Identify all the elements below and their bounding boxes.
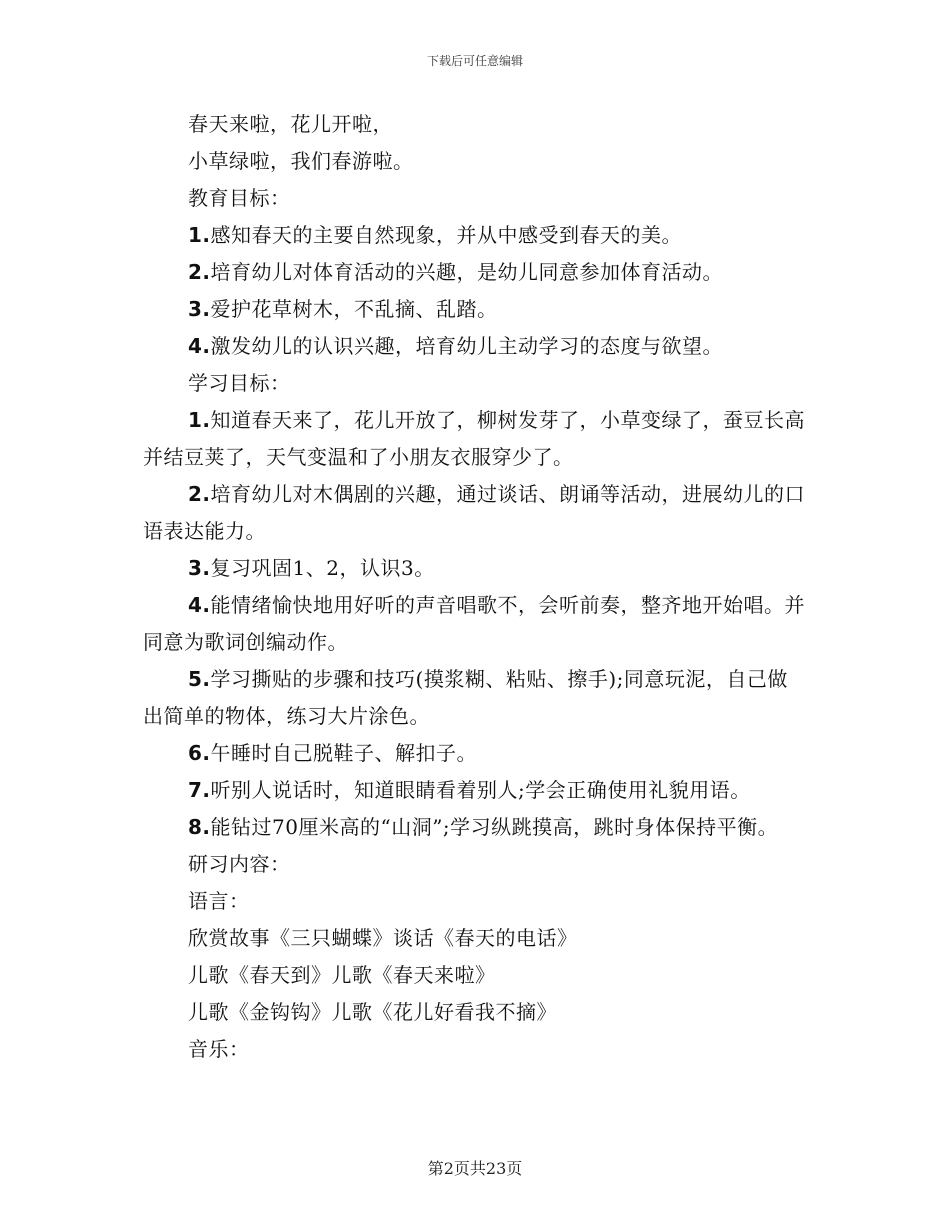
section-heading: 研习内容： — [188, 852, 291, 876]
subsection-heading: 音乐： — [188, 1037, 250, 1061]
list-item: 1.感知春天的主要自然现象，并从中感受到春天的美。 — [188, 223, 683, 247]
section-heading: 教育目标： — [188, 186, 291, 210]
paragraph: 儿歌《金钩钩》儿歌《花儿好看我不摘》 — [188, 1000, 557, 1024]
list-item: 2.培育幼儿对木偶剧的兴趣，通过谈话、朗诵等活动，进展幼儿的口语表达能力。 — [143, 482, 806, 543]
list-item: 7.听别人说话时，知道眼睛看着别人;学会正确使用礼貌用语。 — [188, 778, 751, 802]
list-item: 6.午睡时自己脱鞋子、解扣子。 — [188, 741, 478, 765]
page-footer: 第2页共23页 — [427, 1159, 523, 1178]
paragraph: 小草绿啦，我们春游啦。 — [188, 149, 414, 173]
subsection-heading: 语言： — [188, 889, 250, 913]
paragraph: 春天来啦，花儿开啦， — [188, 112, 393, 136]
list-item: 3.复习巩固1、2，认识3。 — [188, 556, 435, 580]
paragraph: 欣赏故事《三只蝴蝶》谈话《春天的电话》 — [188, 926, 578, 950]
list-item: 3.爱护花草树木，不乱摘、乱踏。 — [188, 297, 498, 321]
list-item: 1.知道春天来了，花儿开放了，柳树发芽了，小草变绿了，蚕豆长高并结豆荚了，天气变温和了小朋友衣服穿少了。 — [143, 408, 806, 469]
list-item: 2.培育幼儿对体育活动的兴趣，是幼儿同意参加体育活动。 — [188, 260, 724, 284]
list-item: 5.学习撕贴的步骤和技巧(摸浆糊、粘贴、擦手);同意玩泥，自己做出简单的物体，练习大片涂色。 — [143, 667, 788, 728]
page-header: 下载后可任意编辑 — [426, 54, 523, 68]
document-body — [143, 106, 808, 1068]
section-heading: 学习目标： — [188, 371, 291, 395]
list-item: 4.激发幼儿的认识兴趣，培育幼儿主动学习的态度与欲望。 — [188, 334, 724, 358]
list-item: 4.能情绪愉快地用好听的声音唱歌不，会听前奏，整齐地开始唱。并同意为歌词创编动作。 — [143, 593, 806, 654]
list-item: 8.能钻过70厘米高的“山洞”;学习纵跳摸高，跳时身体保持平衡。 — [188, 815, 779, 839]
paragraph: 儿歌《春天到》儿歌《春天来啦》 — [188, 963, 496, 987]
